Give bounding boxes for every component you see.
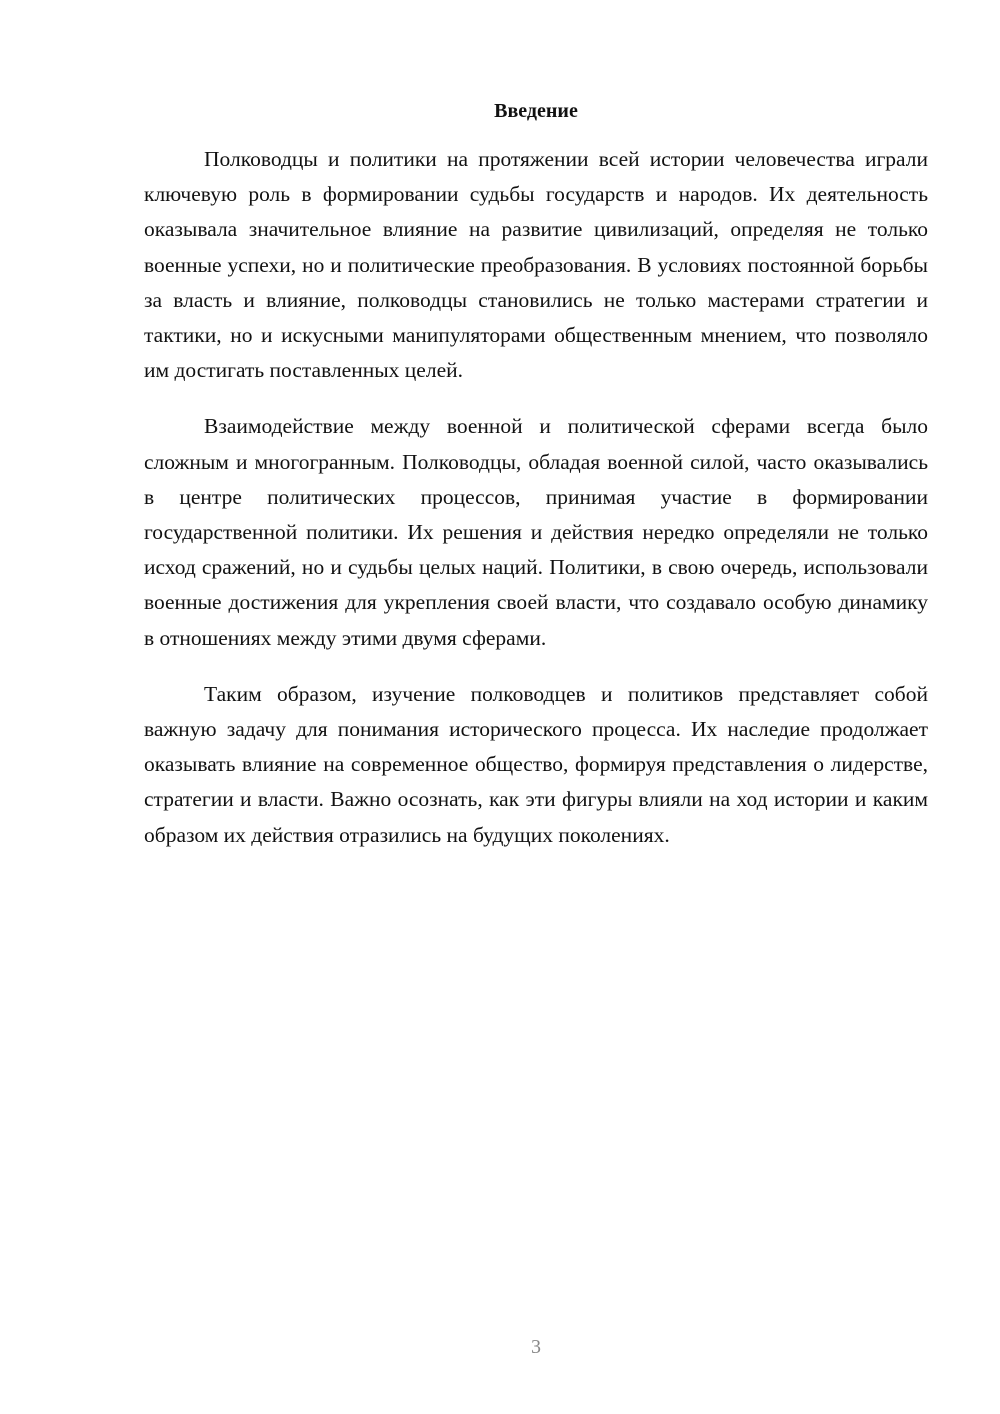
paragraph-2: Взаимодействие между военной и политической сферами всегда было сложным и многогранным. Полководцы, обладая военной силой, часто оказывались в центре политических процессов, принимая участие в формировании государственной политики. Их решения и действия нередко определяли не только исход сражений, но и судьбы целых наций. Политики, в свою очередь, использовали военные достижения для укрепления своей власти, что создавало особую динамику в отношениях между этими двумя сферами. [144, 414, 928, 650]
section-heading: Введение [494, 100, 578, 122]
paragraph-3: Таким образом, изучение полководцев и политиков представляет собой важную задачу для понимания исторического процесса. Их наследие продолжает оказывать влияние на современное общество, формируя представления о лидерстве, стратегии и власти. Важно осознать, как эти фигуры влияли на ход истории и каким образом их действия отразились на будущих поколениях. [144, 681, 928, 847]
paragraph-1: Полководцы и политики на протяжении всей истории человечества играли ключевую роль в формировании судьбы государств и народов. Их деятельность оказывала значительное влияние на развитие цивилизаций, определяя не только военные успехи, но и политические преобразования. В условиях постоянной борьбы за власть и влияние, полководцы становились не только мастерами стратегии и тактики, но и искусными манипуляторами общественным мнением, что позволяло им достигать поставленных целей. [144, 147, 928, 383]
page-number: 3 [531, 1336, 541, 1358]
body-text [144, 142, 928, 874]
